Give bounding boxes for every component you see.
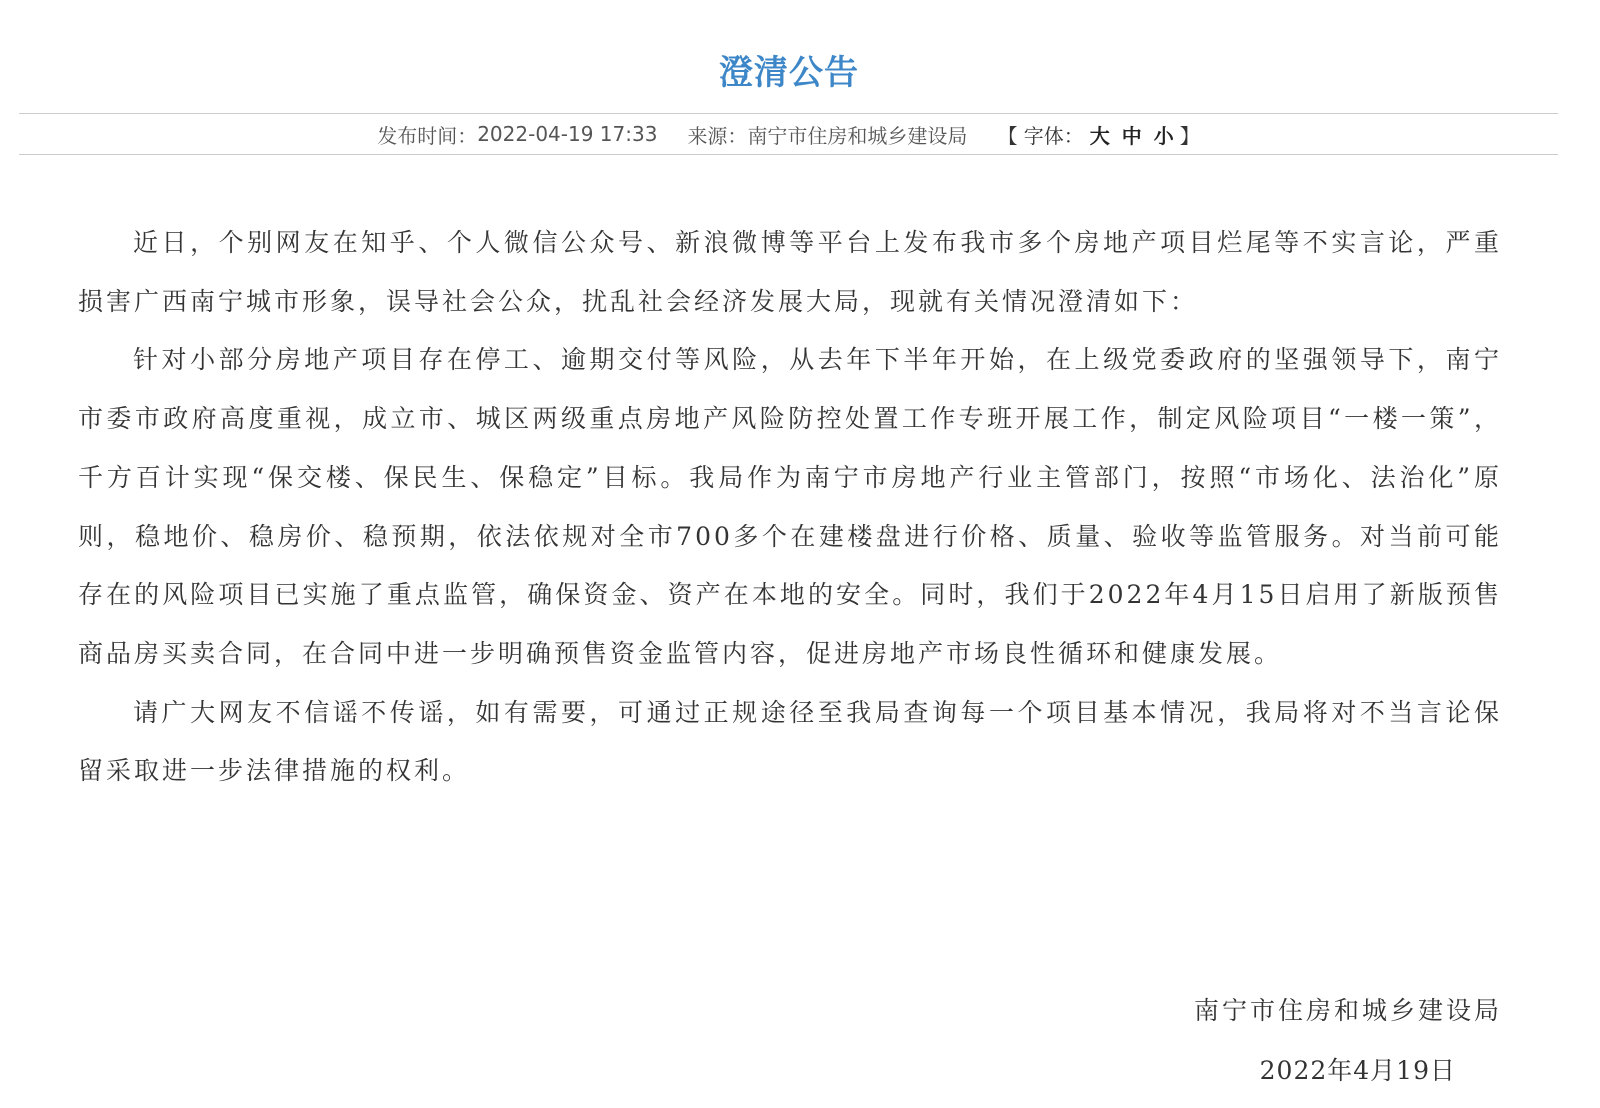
article-meta-bar — [19, 113, 1558, 155]
font-size-medium-button[interactable]: 中 — [1121, 123, 1142, 148]
source-name: 南宁市住房和城乡建设局 — [747, 123, 968, 148]
signature-date: 2022年4月19日 — [1259, 1056, 1456, 1085]
article-paragraph-3: 请广大网友不信谣不传谣，如有需要，可通过正规途径至我局查询每一个项目基本情况，我局将对不当言论保留采取进一步法律措施的权利。 — [78, 697, 1502, 786]
font-size-label: 【 字体： — [997, 123, 1084, 148]
article-paragraph-2: 针对小部分房地产项目存在停工、逾期交付等风险，从去年下半年开始，在上级党委政府的坚强领导下，南宁市委市政府高度重视，成立市、城区两级重点房地产风险防控处置工作专班开展工作，制定风险项目“一楼一策”，千方百计实现“保交楼、保民生、保稳定”目标。我局作为南宁市房地产行业主管部门，按照“市场化、法治化”原则，稳地价、稳房价、稳预期，依法依规对全市700多个在建楼盘进行价格、质量、验收等监管服务。对当前可能存在的风险项目已实施了重点监管，确保资金、资产在本地的安全。同时，我们于2022年4月15日启用了新版预售商品房买卖合同，在合同中进一步明确预售资金监管内容，促进房地产市场良性循环和健康发展。 — [78, 345, 1502, 668]
publish-time: 2022-04-19 17:33 — [477, 122, 658, 146]
signature-org: 南宁市住房和城乡建设局 — [1193, 996, 1502, 1025]
article-paragraph-1: 近日，个别网友在知乎、个人微信公众号、新浪微博等平台上发布我市多个房地产项目烂尾等不实言论，严重损害广西南宁城市形象，误导社会公众，扰乱社会经济发展大局，现就有关情况澄清如下： — [78, 228, 1502, 316]
font-size-large-button[interactable]: 大 — [1089, 123, 1110, 148]
publish-time-label: 发布时间： — [377, 123, 478, 148]
article-body — [78, 214, 1502, 801]
font-size-small-button[interactable]: 小 — [1153, 123, 1174, 148]
font-size-bracket-close: 】 — [1179, 123, 1200, 148]
page-title: 澄清公告 — [719, 52, 859, 93]
signature-block — [1194, 981, 1502, 1101]
source-label: 来源： — [687, 123, 748, 148]
